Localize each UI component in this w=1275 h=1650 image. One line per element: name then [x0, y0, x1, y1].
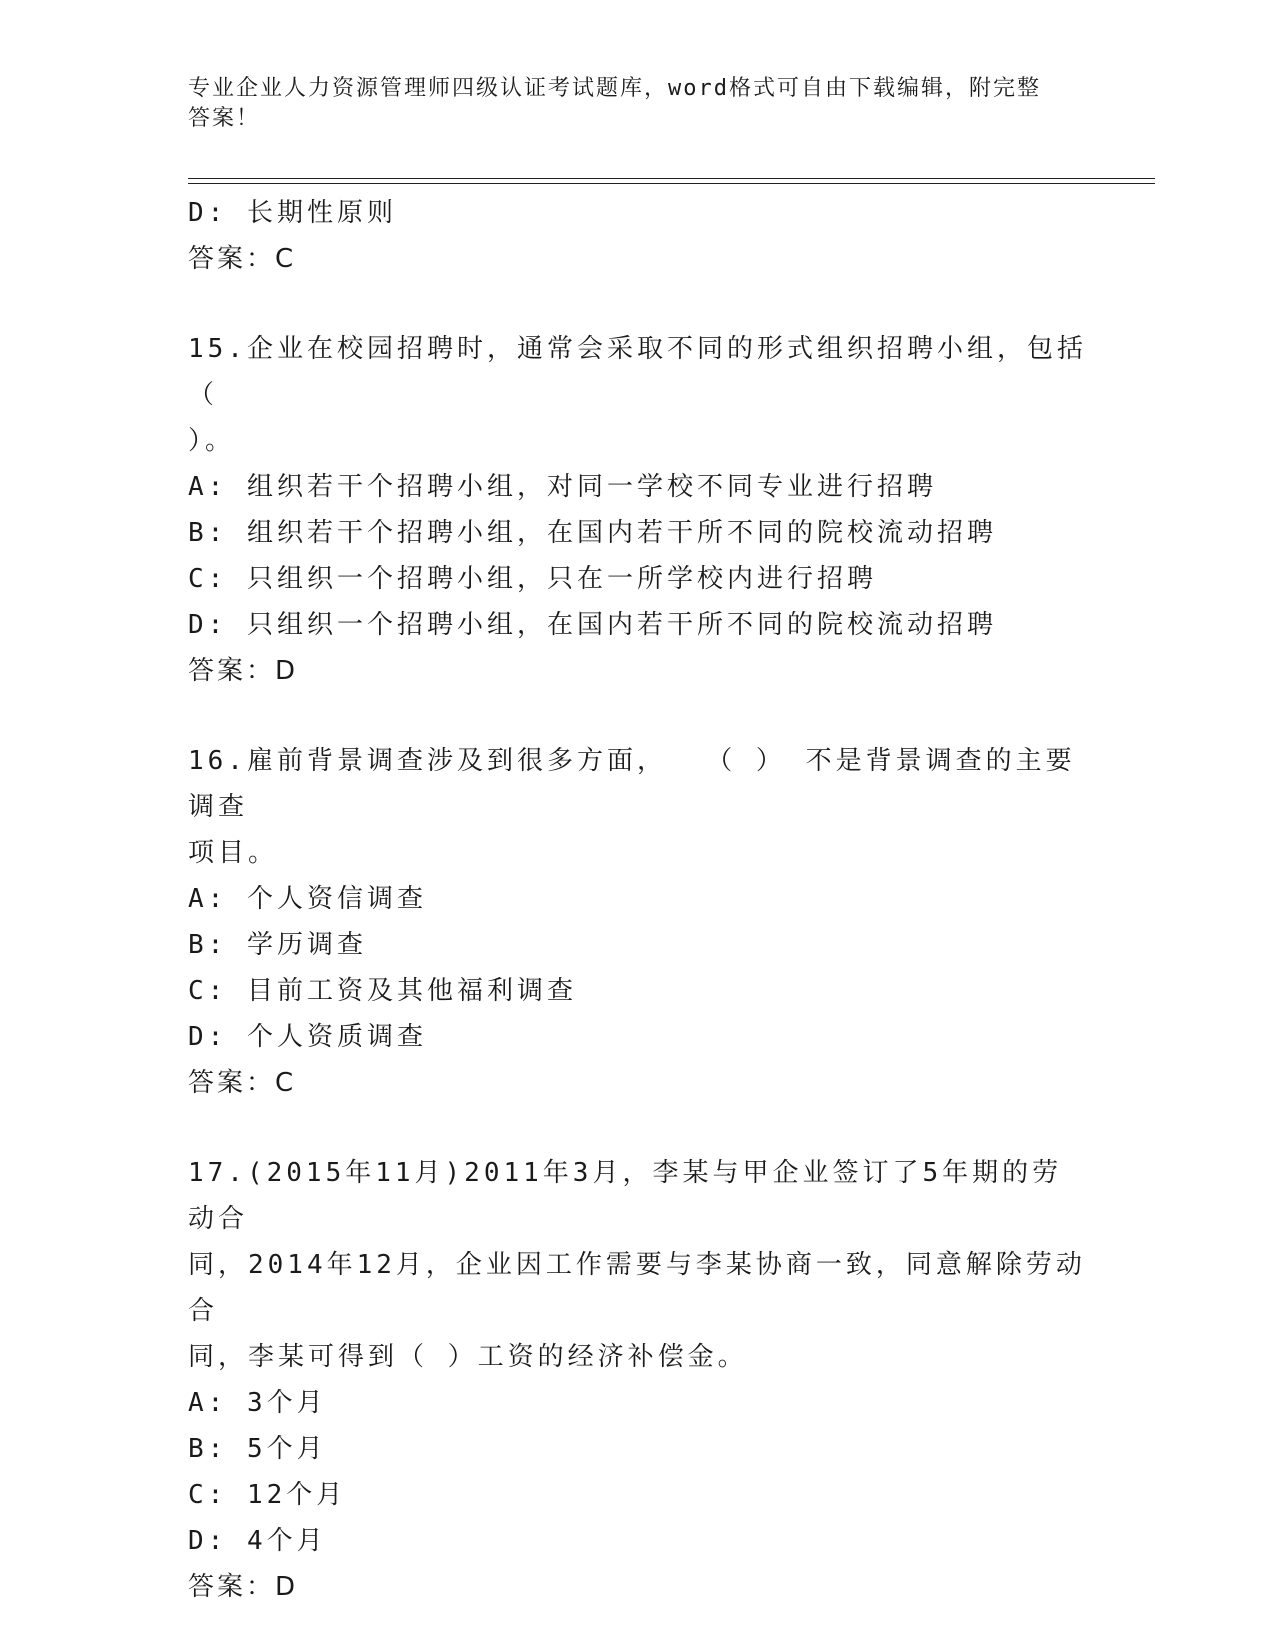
answer: 答案：D — [188, 656, 299, 686]
question-16 — [188, 738, 1088, 1106]
page-header — [188, 74, 1068, 134]
question-text: 16.雇前背景调查涉及到很多方面， （ ） 不是背景调查的主要调查 — [188, 746, 1076, 822]
question-text-cont: 项目。 — [188, 838, 279, 868]
question-15 — [188, 326, 1088, 694]
question-17 — [188, 1150, 1088, 1610]
previous-question-tail — [188, 190, 1088, 282]
header-line-2: 答案！ — [188, 106, 261, 131]
question-text-cont: ）。 — [188, 426, 236, 456]
option-c: C: 目前工资及其他福利调查 — [188, 976, 577, 1006]
answer: 答案：C — [188, 1068, 297, 1098]
header-rule-bottom — [188, 183, 1155, 184]
option-a: A: 个人资信调查 — [188, 884, 427, 914]
option-b: B: 学历调查 — [188, 930, 367, 960]
header-rule-top — [188, 178, 1155, 179]
option-a: A: 3个月 — [188, 1388, 327, 1418]
option-c: C: 12个月 — [188, 1480, 347, 1510]
question-text: 17.(2015年11月)2011年3月，李某与甲企业签订了5年期的劳动合 — [188, 1158, 1063, 1234]
question-text-cont: 同，2014年12月，企业因工作需要与李某协商一致，同意解除劳动合 — [188, 1250, 1086, 1326]
option-c: C: 只组织一个招聘小组，只在一所学校内进行招聘 — [188, 564, 877, 594]
option-b: B: 组织若干个招聘小组，在国内若干所不同的院校流动招聘 — [188, 518, 997, 548]
option-a: A: 组织若干个招聘小组，对同一学校不同专业进行招聘 — [188, 472, 937, 502]
answer: 答案：C — [188, 244, 297, 274]
option-d: D: 个人资质调查 — [188, 1022, 427, 1052]
option-b: B: 5个月 — [188, 1434, 327, 1464]
option-d: D: 4个月 — [188, 1526, 327, 1556]
option-d: D: 长期性原则 — [188, 198, 397, 228]
answer: 答案：D — [188, 1572, 299, 1602]
document-body — [188, 190, 1088, 1610]
question-text: 15.企业在校园招聘时，通常会采取不同的形式组织招聘小组，包括（ — [188, 334, 1087, 410]
question-text-cont-2: 同，李某可得到（ ）工资的经济补偿金。 — [188, 1342, 748, 1372]
option-d: D: 只组织一个招聘小组，在国内若干所不同的院校流动招聘 — [188, 610, 997, 640]
header-line-1: 专业企业人力资源管理师四级认证考试题库，word格式可自由下载编辑，附完整 — [188, 76, 1041, 101]
